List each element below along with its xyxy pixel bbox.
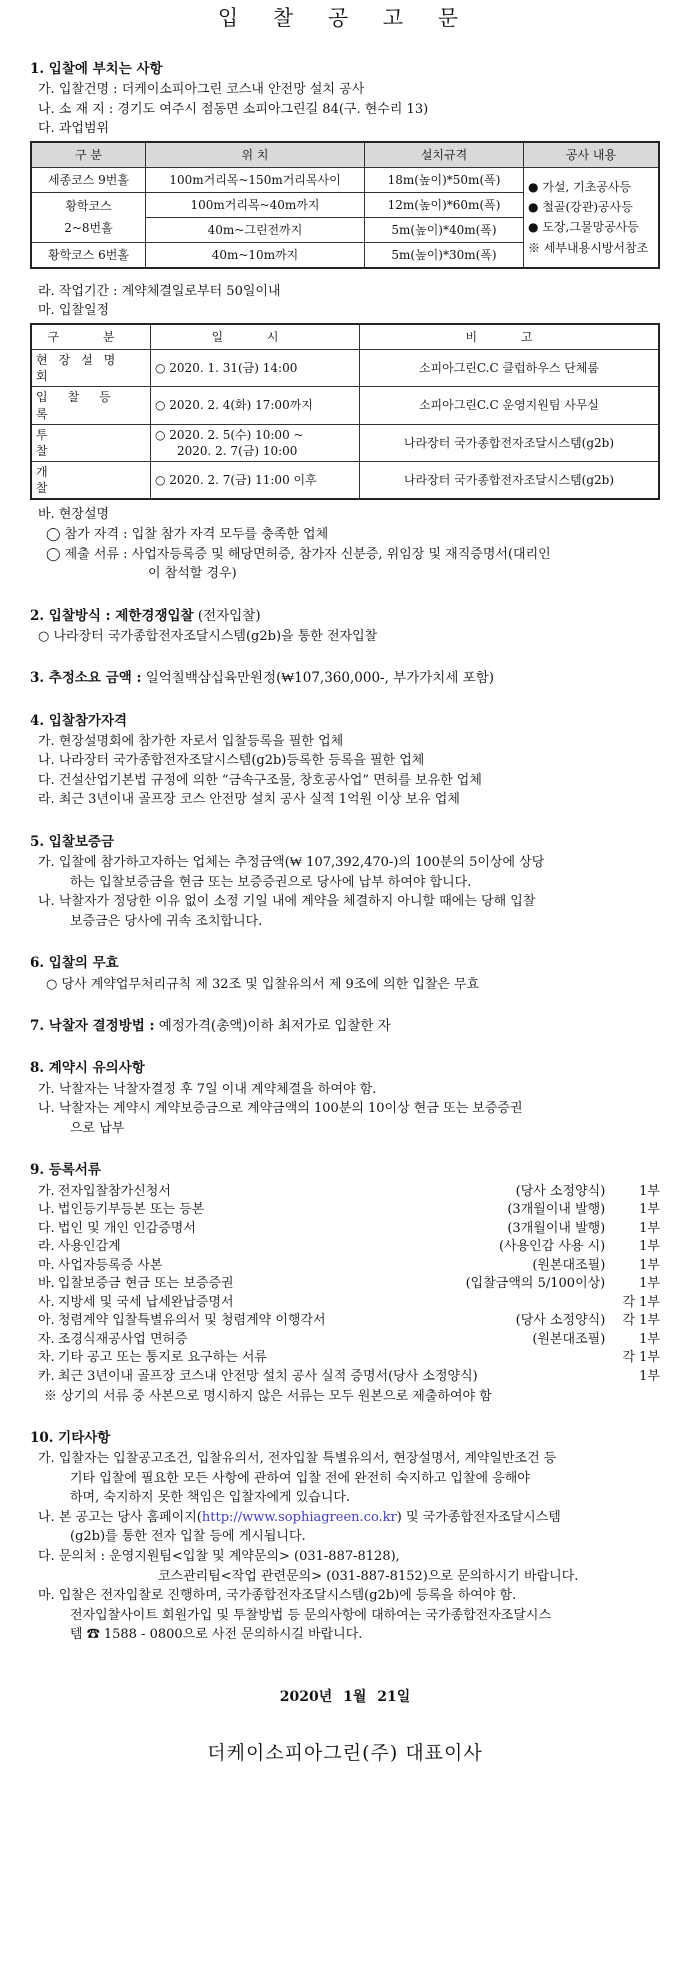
scope-header-location: 위 치 [146, 142, 365, 168]
list-item-cont: 보증금은 당사에 귀속 조치합니다. [70, 913, 263, 929]
table-cell: 나라장터 국가종합전자조달시스템(g2b) [360, 424, 660, 461]
bullet-icon: ● [528, 179, 539, 194]
list-item: 사. 지방세 및 국세 납세완납증명서 각 1부 [38, 1294, 660, 1310]
schedule-label: 마. 입찰일정 [38, 303, 110, 319]
schedule-header-division: 구 분 [31, 324, 151, 350]
list-item: 차. 기타 공고 또는 통지로 요구하는 서류 각 1부 [38, 1350, 660, 1366]
list-item-cont: 하며, 숙지하지 못한 책임은 입찰자에게 있습니다. [70, 1490, 351, 1506]
issuer-signature: 더케이소피아그린(주) 대표이사 [207, 1741, 483, 1764]
table-row [31, 462, 659, 500]
list-item: 나. 낙찰자는 계약시 계약보증금으로 계약금액의 100분의 10이상 현금 또는 보증증권 [38, 1101, 523, 1117]
section-3-heading: 3. 추정소요 금액 : 일억칠백삼십육만원정(₩107,360,000-, 부가가치세 포함) [30, 670, 495, 687]
list-item: 바. 입찰보증금 현금 또는 보증증권 (입찰금액의 5/100이상) 1부 [38, 1276, 660, 1292]
notice-date: 2020년 1월 21일 [279, 1688, 411, 1705]
site-qualification: ◯ 참가 자격 : 입찰 참가 자격 모두를 충족한 업체 [46, 527, 329, 542]
scope-header-work: 공사 내용 [524, 142, 660, 168]
list-item: 가. 전자입찰참가신청서 (당사 소정양식) 1부 [38, 1183, 660, 1199]
site-documents-cont: 이 참석할 경우) [148, 566, 237, 582]
scope-header-division: 구 분 [31, 142, 146, 168]
document-list [30, 1183, 660, 1386]
table-cell: 소피아그린C.C 클럽하우스 단체룸 [360, 349, 660, 386]
schedule-label-cell: 현장설명회 [36, 352, 127, 384]
list-item: 다. 법인 및 개인 인감증명서 (3개월이내 발행) 1부 [38, 1220, 660, 1236]
bid-method: ○ 나라장터 국가종합전자조달시스템(g2b)을 통한 전자입찰 [38, 628, 378, 644]
list-item-cont: 기타 입찰에 필요한 모든 사항에 관하여 입찰 전에 완전히 숙지하고 입찰에 응해야 [70, 1470, 530, 1486]
table-cell: 세종코스 9번홀 [31, 167, 146, 192]
document-note: ※ 상기의 서류 중 사본으로 명시하지 않은 서류는 모두 원본으로 제출하여야 함 [44, 1388, 492, 1404]
list-item-cont: (g2b)를 통한 전자 입찰 등에 게시됩니다. [70, 1529, 306, 1545]
table-row [31, 349, 659, 386]
table-cell: ○ 2020. 2. 5(수) 10:00 ~ 2020. 2. 7(금) 10:00 [151, 424, 360, 461]
table-cell: ○ 2020. 1. 31(금) 14:00 [151, 349, 360, 386]
section-6-heading: 6. 입찰의 무효 [30, 955, 119, 972]
list-item: 다. 문의처 : 운영지원팀<입찰 및 계약문의> (031-887-8128), [38, 1549, 400, 1565]
schedule-table [30, 323, 660, 501]
project-name: 가. 입찰건명 : 더케이소피아그린 코스내 안전망 설치 공사 [38, 82, 365, 98]
list-item: 나. 법인등기부등본 또는 등본 (3개월이내 발행) 1부 [38, 1202, 660, 1218]
list-item-cont: 템 ☎ 1588 - 0800으로 사전 문의하시길 바랍니다. [70, 1627, 363, 1643]
table-cell: ○ 2020. 2. 7(금) 11:00 이후 [151, 462, 360, 500]
scope-label: 다. 과업범위 [38, 121, 110, 137]
table-cell: 100m거리목~40m까지 [146, 192, 365, 217]
table-cell: 18m(높이)*50m(폭) [365, 167, 524, 192]
schedule-header-datetime: 일 시 [151, 324, 360, 350]
project-address: 나. 소 재 지 : 경기도 여주시 점동면 소피아그린길 84(구. 현수리 13) [38, 101, 429, 117]
list-item: 자. 조경식재공사업 면허증 (원본대조필) 1부 [38, 1331, 660, 1347]
list-item: ● 가설, 기초공사등 [528, 179, 632, 194]
site-briefing-label: 바. 현장설명 [38, 507, 110, 523]
table-row [31, 167, 659, 192]
section-2-heading: 2. 입찰방식 : 제한경쟁입찰 (전자입찰) [30, 607, 261, 624]
bullet-icon: ● [528, 200, 539, 215]
notice-page [30, 0, 660, 1766]
page-title: 입 찰 공 고 문 [217, 6, 473, 30]
table-cell: 5m(높이)*30m(폭) [365, 242, 524, 268]
table-cell: 황학코스 2~8번홀 [31, 192, 146, 242]
section-9-heading: 9. 등록서류 [30, 1162, 101, 1179]
table-cell: 5m(높이)*40m(폭) [365, 217, 524, 242]
bullet-icon: ● [528, 220, 539, 235]
list-item-cont: 코스관리팀<작업 관련문의> (031-887-8152)으로 문의하시기 바랍니다. [158, 1568, 579, 1584]
section-7-heading: 7. 낙찰자 결정방법 : 예정가격(총액)이하 최저가로 입찰한 자 [30, 1018, 391, 1035]
list-item-cont: 으로 납부 [70, 1120, 125, 1136]
table-cell: 황학코스 6번홀 [31, 242, 146, 268]
work-period: 라. 작업기간 : 계약체결일로부터 50일이내 [38, 283, 281, 299]
work-contents-cell [524, 167, 660, 268]
table-cell [31, 349, 151, 386]
list-item: 나. 본 공고는 당사 홈페이지(http://www.sophiagreen.co.kr) 및 국가종합전자조달시스템 [38, 1509, 561, 1525]
scope-header-spec: 설치규격 [365, 142, 524, 168]
invalid-bid: ○ 당사 계약업무처리규칙 제 32조 및 입찰유의서 제 9조에 의한 입찰은 무효 [46, 976, 480, 992]
list-item: 아. 청렴계약 입찰특별유의서 및 청렴계약 이행각서 (당사 소정양식) 각 1부 [38, 1313, 660, 1329]
list-item: 다. 건설산업기본법 규정에 의한 “금속구조물, 창호공사업” 면허를 보유한 업체 [38, 772, 482, 788]
table-cell: 40m~그린전까지 [146, 217, 365, 242]
table-cell: 소피아그린C.C 운영지원팀 사무실 [360, 387, 660, 424]
list-item: 마. 입찰은 전자입찰로 진행하며, 국가종합전자조달시스템(g2b)에 등록을 하여야 함. [38, 1588, 517, 1604]
list-item: ※ 세부내용시방서참조 [528, 240, 649, 255]
list-item: 나. 나라장터 국가종합전자조달시스템(g2b)등록한 등록을 필한 업체 [38, 753, 425, 769]
section-1-heading: 1. 입찰에 부치는 사항 [30, 61, 163, 77]
table-cell: ○ 2020. 2. 4(화) 17:00까지 [151, 387, 360, 424]
schedule-header-note: 비 고 [360, 324, 660, 350]
list-item: 마. 사업자등록증 사본 (원본대조필) 1부 [38, 1257, 660, 1273]
table-cell: 입찰등록 [31, 387, 151, 424]
list-item-cont: 하는 입찰보증금을 현금 또는 보증증권으로 당사에 납부 하여야 합니다. [70, 874, 472, 890]
list-item: ● 도장,그물망공사등 [528, 220, 639, 235]
list-item-cont: 전자입찰사이트 회원가입 및 투찰방법 등 문의사항에 대하여는 국가종합전자조달시스 [70, 1607, 552, 1623]
section-5-heading: 5. 입찰보증금 [30, 834, 114, 851]
list-item: 가. 현장설명회에 참가한 자로서 입찰등록을 필한 업체 [38, 733, 344, 749]
table-cell: 투찰 [31, 424, 151, 461]
table-cell: 100m거리목~150m거리목사이 [146, 167, 365, 192]
list-item: 나. 낙찰자가 정당한 이유 없이 소정 기일 내에 계약을 체결하지 아니할 때에는 당해 입찰 [38, 894, 536, 910]
table-cell: 나라장터 국가종합전자조달시스템(g2b) [360, 462, 660, 500]
homepage-link[interactable]: http://www.sophiagreen.co.kr [201, 1509, 397, 1525]
table-row [31, 424, 659, 461]
list-item: 가. 낙찰자는 낙찰자결정 후 7일 이내 계약체결을 하여야 함. [38, 1081, 377, 1097]
scope-table [30, 141, 660, 269]
section-10-heading: 10. 기타사항 [30, 1430, 111, 1447]
table-cell: 12m(높이)*60m(폭) [365, 192, 524, 217]
section-4-heading: 4. 입찰참가자격 [30, 712, 128, 729]
section-8-heading: 8. 계약시 유의사항 [30, 1060, 145, 1077]
list-item: 라. 최근 3년이내 골프장 코스 안전망 설치 공사 실적 1억원 이상 보유 업체 [38, 792, 460, 808]
list-item: 라. 사용인감계 (사용인감 사용 시) 1부 [38, 1239, 660, 1255]
site-documents: ◯ 제출 서류 : 사업자등록증 및 해당면허증, 참가자 신분증, 위임장 및 재직증명서(대리인 [46, 546, 551, 562]
list-item: 가. 입찰에 참가하고자하는 업체는 추정금액(₩ 107,392,470-)의 100분의 5이상에 상당 [38, 855, 545, 871]
note-mark-icon: ※ [528, 240, 541, 255]
table-row [31, 387, 659, 424]
list-item: 가. 입찰자는 입찰공고조건, 입찰유의서, 전자입찰 특별유의서, 현장설명서, 계약일반조건 등 [38, 1451, 557, 1467]
list-item: ● 철골(강관)공사등 [528, 200, 633, 215]
table-cell: 개찰 [31, 462, 151, 500]
table-cell: 40m~10m까지 [146, 242, 365, 268]
list-item: 카. 최근 3년이내 골프장 코스내 안전망 설치 공사 실적 증명서(당사 소정양식) 1부 [38, 1368, 660, 1384]
